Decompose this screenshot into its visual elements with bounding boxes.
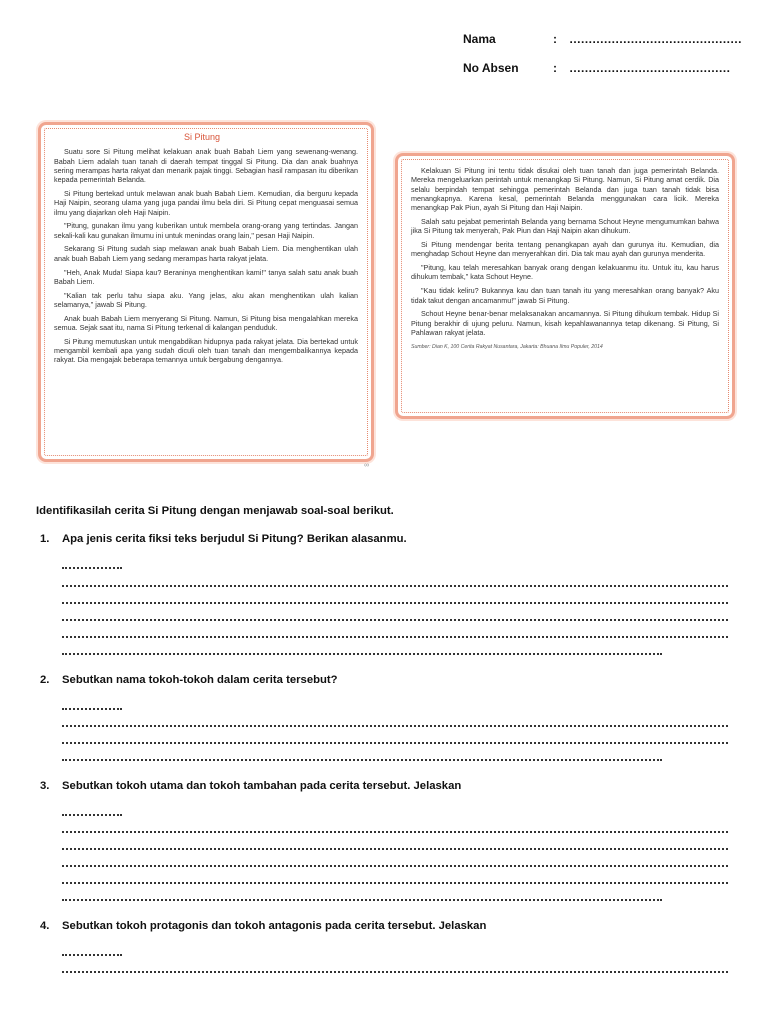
answer-line[interactable] [62,652,662,655]
answer-line[interactable] [62,566,122,569]
box-footnote-mark: ∞ [364,462,369,469]
answer-line[interactable] [62,953,122,956]
answer-line[interactable] [62,970,728,973]
instruction-text: Identifikasilah cerita Si Pitung dengan menjawab soal-soal berikut. [36,505,394,517]
absen-label: No Absen [463,61,519,75]
story-box-right [395,153,735,419]
absen-blank[interactable]: …………………………………… [569,61,730,75]
story-paragraph: Si Pitung mendengar berita tentang penangkapan ayah dan gurunya itu. Kemudian, dia menghadap Schout Heyne dan menyerahkan diri. Dia tak mau ayah dan gurunya menderita. [411,240,719,259]
answer-line[interactable] [62,724,728,727]
story-paragraph: "Pitung, gunakan ilmu yang kuberikan untuk membela orang-orang yang tertindas. Jangan sekali-kali kau gunakan ilmumu ini untuk menindas orang lain," pesan Haji Naipin. [54,221,358,240]
story-paragraph: "Kau tidak keliru? Bukannya kau dan tuan tanah itu yang meresahkan orang banyak? Aku tidak takut dengan ancamanmu!" jawab Si Pitung. [411,286,719,305]
story-paragraph: "Heh, Anak Muda! Siapa kau? Beraninya menghentikan kami!" tanya salah satu anak buah Babah Liem. [54,267,358,286]
answer-line[interactable] [62,813,122,816]
answer-line[interactable] [62,864,728,867]
answer-line[interactable] [62,584,728,587]
story-paragraph: Salah satu pejabat pemerintah Belanda yang bernama Schout Heyne mengumumkan bahwa jika Si Pitung tak menyerah, Pak Piun dan Haji Naipin akan dihukum. [411,216,719,236]
story-paragraph: Si Pitung memutuskan untuk mengabdikan hidupnya pada rakyat jelata. Dia bertekad untuk mengambil kembali apa yang sudah diculi oleh tuan tanah dan mengembalikannya kepada rakyat. Dia mengajak beberapa temannya untuk bergabung dengannya. [54,336,358,365]
question-text: Sebutkan tokoh utama dan tokoh tambahan pada cerita tersebut. Jelaskan [62,780,462,792]
story-paragraph: "Pitung, kau telah meresahkan banyak orang dengan kelakuanmu itu. Untuk itu, kau harus dihukum tembak," kata Schout Heyne. [411,263,719,282]
absen-colon: : [553,61,557,75]
story-title: Si Pitung [184,132,221,142]
story-paragraph: "Kalian tak perlu tahu siapa aku. Yang jelas, aku akan menghentikan ulah kalian selamanya," jawab Si Pitung. [54,290,358,309]
question-text: Apa jenis cerita fiksi teks berjudul Si Pitung? Berikan alasanmu. [62,533,407,545]
answer-line[interactable] [62,881,728,884]
answer-line[interactable] [62,741,728,744]
story-paragraph: Suatu sore Si Pitung melihat kelakuan anak buah Babah Liem yang sewenang-wenang. Babah Liem adalah tuan tanah di daerah tempat tinggal Si Pitung. Dia dan anak buahnya sering merampas harta rakyat dan menarik pajak tinggi. Sebagian hasil rampasan itu diberikan kepada pemerintah Belanda. [54,147,358,185]
question-number: 1. [40,533,50,545]
question-number: 3. [40,780,50,792]
answer-line[interactable] [62,707,122,710]
story-text-left [54,133,358,369]
story-paragraph: Anak buah Babah Liem menyerang Si Pitung. Namun, Si Pitung bisa mengalahkan mereka semua. Sejak saat itu, nama Si Pitung terkenal di kalangan penduduk. [54,313,358,333]
story-box-left [38,122,374,469]
story-paragraph: Si Pitung bertekad untuk melawan anak buah Babah Liem. Kemudian, dia berguru kepada Haji Naipin, seorang ulama yang juga pandai ilmu bela diri. Si Pitung cepat menguasai semua ilmu yang diajarkan oleh Haji Naipin. [54,188,358,217]
question-number: 4. [40,920,50,932]
question-number: 2. [40,674,50,686]
story-paragraph: Kelakuan Si Pitung ini tentu tidak disukai oleh tuan tanah dan juga pemerintah Belanda. Mereka mengeluarkan perintah untuk menangkap Si Pitung. Namun, Si Pitung amat cerdik. Dia selalu berpindah tempat sehingga pemerintah Belanda dan juga tuan tanah tidak bisa menangkapnya. Karena kesal, pemerintah Belanda menggunakan cara licik. Mereka menangkap Pak Piun, ayah Si Pitung dan Haji Naipin. [411,166,719,213]
answer-line[interactable] [62,830,728,833]
answer-line[interactable] [62,898,662,901]
name-colon: : [553,32,557,46]
question-text: Sebutkan tokoh protagonis dan tokoh antagonis pada cerita tersebut. Jelaskan [62,920,487,932]
story-source: Sumber: Dian K, 100 Cerita Rakyat Nusantara, Jakarta: Bhuana Ilmu Populer, 2014 [411,344,603,351]
story-text-right [411,166,719,353]
story-paragraph: Schout Heyne benar-benar melaksanakan ancamannya. Si Pitung dihukum tembak. Hidup Si Pitung berakhir di ujung peluru. Namun, kisah kepahlawanannya tetap dikenang. Si Pitung, Si Pahlawan rakyat jelata. [411,309,719,337]
name-label: Nama [463,32,496,46]
question-text: Sebutkan nama tokoh-tokoh dalam cerita tersebut? [62,674,338,686]
answer-line[interactable] [62,618,728,621]
answer-line[interactable] [62,758,662,761]
name-blank[interactable]: ……………………………………… [569,32,742,46]
story-paragraph: Sekarang Si Pitung sudah siap melawan anak buah Babah Liem. Dia menghentikan ulah anak buah Babah Liem yang sedang merampas harta rakyat jelata. [54,244,358,263]
answer-line[interactable] [62,847,728,850]
answer-line[interactable] [62,601,728,604]
answer-line[interactable] [62,635,728,638]
